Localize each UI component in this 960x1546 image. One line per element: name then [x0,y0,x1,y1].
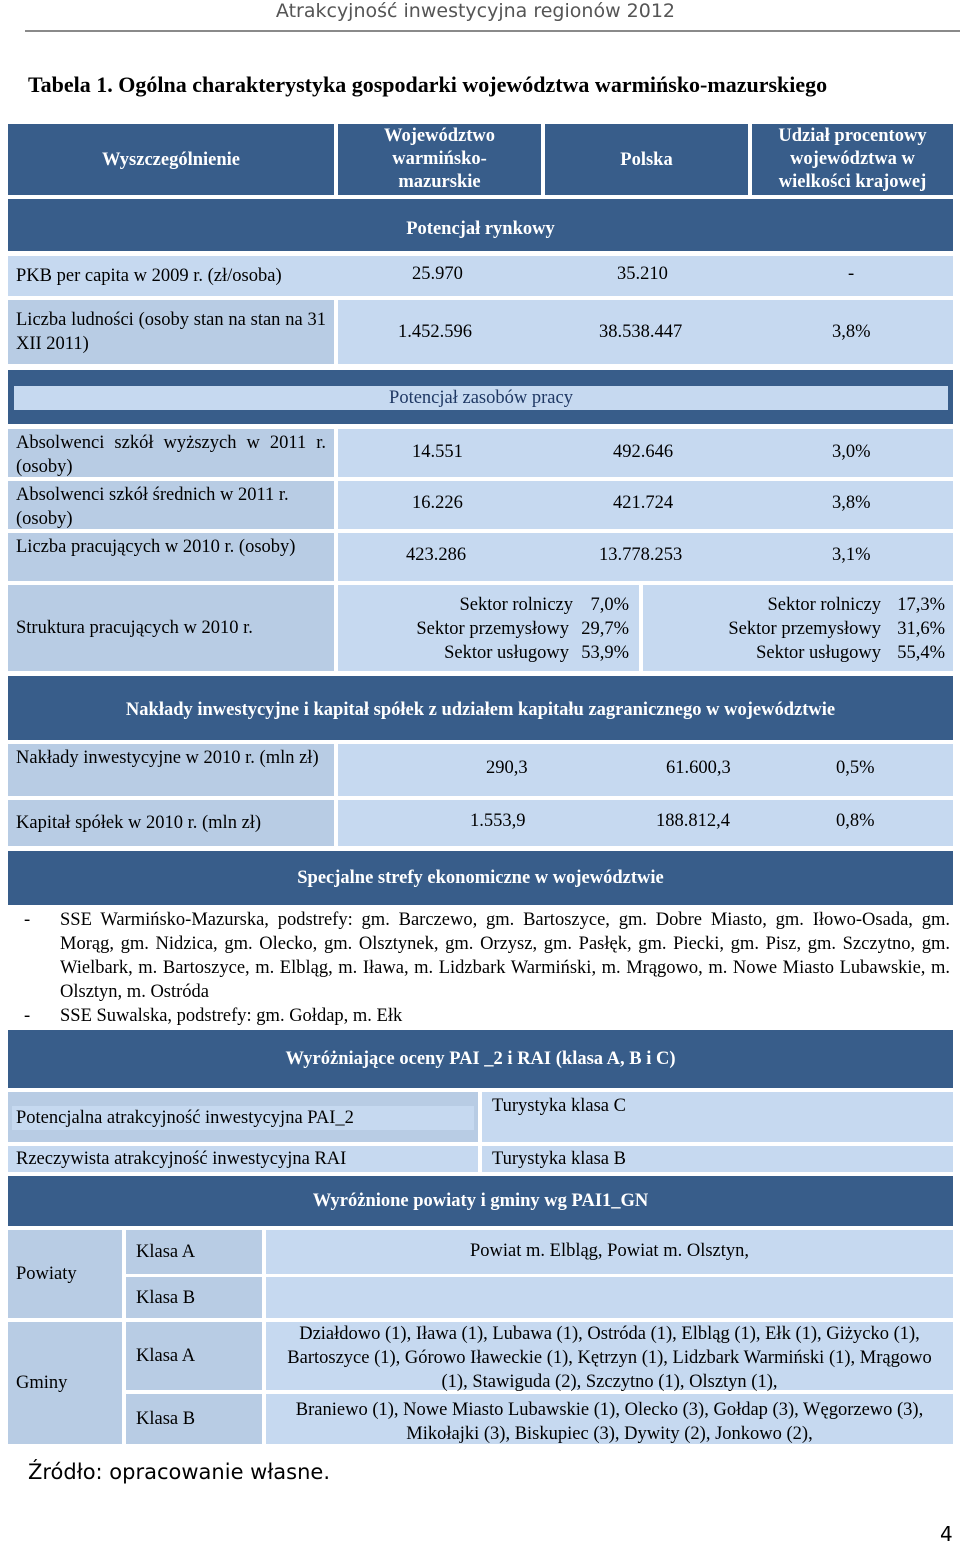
section-potencjal-pracy-label: Potencjał zasobów pracy [14,386,948,410]
sse-item-1: SSE Warmińsko-Mazurska, podstrefy: gm. Barczewo, gm. Bartoszyce, gm. Dobre Miasto, gm. Iłowo-Osada, gm. Morąg, gm. Nidzica, gm. Olecko, gm. Olsztynek, gm. Orzysz, gm. Pasłęk, gm. Piecki, gm. Pisz, gm. Szczytno, gm. Wielbark, m. Bartoszyce, m. Elbląg, m. Iława, m. Lidzbark Warmiński, m. Mrągowo, m. Nowe Miasto Lubawskie, m. Olsztyn, m. Ostróda [60,910,950,1002]
row-ludnosc-value-udzial: 3,8% [832,322,871,342]
row-kapital-label: Kapitał spółek w 2010 r. (mln zł) [8,800,334,846]
source-note: Źródło: opracowanie własne. [28,1460,331,1484]
row-pkb [8,256,953,296]
gminy-klasa-a-label: Klasa A [126,1322,262,1390]
section-potencjal-rynkowy: Potencjał rynkowy [8,199,953,251]
page-number: 4 [940,1522,953,1546]
row-absw-value-pl: 492.646 [613,442,674,462]
row-pkb-label: PKB per capita w 2009 r. (zł/osoba) [16,266,282,286]
sse-item-1-dash: - [24,910,31,930]
row-abss-value-pl: 421.724 [613,493,674,513]
row-ludnosc-value-woj: 1.452.596 [398,322,472,342]
sse-list [8,905,953,1027]
gminy-klasa-b-list: Braniewo (1), Nowe Miasto Lubawskie (1), Olecko (3), Gołdap (3), Węgorzewo (3), Mikołajki (3), Biskupiec (3), Dywity (2), Jonkowo (2), [266,1394,953,1444]
row-struktura-pl: Sektor rolniczy 17,3% Sektor przemysłowy 31,6% Sektor usługowy 55,4% [643,585,953,671]
page-header: Atrakcyjność inwestycyjna regionów 2012 [275,0,675,22]
row-absolwenci-srednich-label: Absolwenci szkół średnich w 2011 r. (osoby) [8,481,334,529]
oceny-rai-label: Rzeczywista atrakcyjność inwestycyjna RAI [8,1146,478,1172]
column-header-wyszczegolnienie: Wyszczególnienie [8,124,334,195]
sse-item-2-dash: - [24,1006,31,1026]
table-title: Tabela 1. Ogólna charakterystyka gospodarki województwa warmińsko-mazurskiego [28,72,828,97]
row-kapital-value-woj: 1.553,9 [470,811,526,831]
header-divider [25,30,960,32]
row-naklady-value-woj: 290,3 [486,758,528,778]
gminy-klasa-b-label: Klasa B [126,1394,262,1444]
row-pracujacy-label: Liczba pracujących w 2010 r. (osoby) [8,533,334,581]
oceny-pai-label: Potencjalna atrakcyjność inwestycyjna PAI_2 [12,1106,474,1130]
row-abss-value-woj: 16.226 [412,493,463,513]
powiaty-label: Powiaty [8,1230,122,1318]
row-absw-value-udzial: 3,0% [832,442,871,462]
row-absw-value-woj: 14.551 [412,442,463,462]
column-header-polska: Polska [545,124,748,195]
column-header-udzial: Udział procentowy województwa w wielkości krajowej [752,124,953,195]
gminy-klasa-a-list: Działdowo (1), Iława (1), Lubawa (1), Ostróda (1), Elbląg (1), Ełk (1), Giżycko (1), Bartoszyce (1), Górowo Iławeckie (1), Kętrzyn (1), Lidzbark Warmiński (1), Mrągowo (1), Stawiguda (2), Szczytno (1), Olsztyn (1), [266,1322,953,1390]
row-ludnosc-value-pl: 38.538.447 [599,322,683,342]
oceny-pai-value: Turystyka klasa C [482,1092,953,1142]
gminy-label: Gminy [8,1322,122,1444]
row-kapital-value-pl: 188.812,4 [656,811,730,831]
row-struktura-label: Struktura pracujących w 2010 r. [8,585,334,671]
row-pkb-value-udzial: - [848,264,855,284]
section-powiaty: Wyróżnione powiaty i gminy wg PAI1_GN [8,1176,953,1226]
row-prac-value-woj: 423.286 [406,545,467,565]
row-naklady-value-udzial: 0,5% [836,758,875,778]
row-pkb-value-woj: 25.970 [412,264,463,284]
row-prac-value-udzial: 3,1% [832,545,871,565]
row-prac-value-pl: 13.778.253 [599,545,683,565]
powiaty-klasa-a-list: Powiat m. Elbląg, Powiat m. Olsztyn, [266,1230,953,1274]
section-sse: Specjalne strefy ekonomiczne w województwie [8,851,953,905]
row-pkb-value-pl: 35.210 [617,264,668,284]
oceny-rai-value: Turystyka klasa B [482,1146,953,1172]
column-header-wojewodztwo: Województwo warmińsko-mazurskie [338,124,541,195]
row-naklady-value-pl: 61.600,3 [666,758,731,778]
sse-item-2: SSE Suwalska, podstrefy: gm. Gołdap, m. Ełk [60,1006,403,1026]
row-naklady-label: Nakłady inwestycyjne w 2010 r. (mln zł) [8,744,334,796]
section-naklady: Nakłady inwestycyjne i kapitał spółek z udziałem kapitału zagranicznego w województwie [8,676,953,740]
row-struktura-woj: Sektor rolniczy 7,0% Sektor przemysłowy 29,7% Sektor usługowy 53,9% [338,585,639,671]
row-ludnosc-label: Liczba ludności (osoby stan na stan na 31 XII 2011) [8,300,334,364]
section-oceny: Wyróżniające oceny PAI _2 i RAI (klasa A, B i C) [8,1030,953,1088]
powiaty-klasa-b-list [266,1277,953,1318]
powiaty-klasa-b-label: Klasa B [126,1277,262,1318]
row-abss-value-udzial: 3,8% [832,493,871,513]
row-absolwenci-wyzszych-label: Absolwenci szkół wyższych w 2011 r. (osoby) [8,429,334,477]
row-kapital-value-udzial: 0,8% [836,811,875,831]
powiaty-klasa-a-label: Klasa A [126,1230,262,1274]
